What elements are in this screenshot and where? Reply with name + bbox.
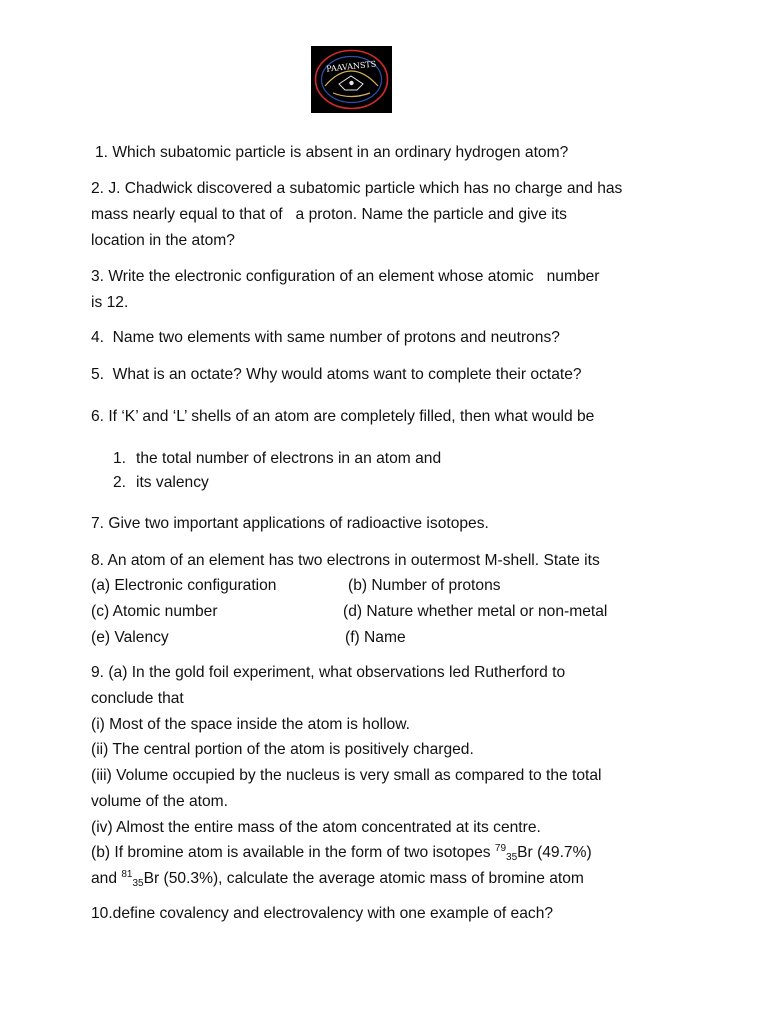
question-6-item-1: the total number of electrons in an atom and [136,450,442,467]
question-6-item-2-number: 2. [113,474,127,491]
question-4: 4. Name two elements with same number of protons and neutrons? [91,329,560,346]
question-9b-line-1 [91,840,592,866]
question-9-line-2: conclude that [91,690,184,707]
question-2-line-2: mass nearly equal to that of a proton. Name the particle and give its [91,206,567,223]
question-3-line-1: 3. Write the electronic configuration of an element whose atomic number [91,268,600,285]
question-6: 6. If ‘K’ and ‘L’ shells of an atom are completely filled, then what would be [91,408,595,425]
question-9-line-6: volume of the atom. [91,793,228,810]
question-8-option-e: (e) Valency [91,629,169,646]
question-8-option-f: (f) Name [345,629,406,646]
question-9-line-3: (i) Most of the space inside the atom is hollow. [91,716,410,733]
bromine-81-mass-number: 81 [121,869,133,880]
question-10: 10.define covalency and electrovalency with one example of each? [91,905,554,922]
question-9b-text: (b) If bromine atom is available in the form of two isotopes [91,844,495,861]
question-8-option-c: (c) Atomic number [91,603,218,620]
question-7: 7. Give two important applications of radioactive isotopes. [91,515,489,532]
svg-text:PAAVANSTS: PAAVANSTS [325,59,377,74]
question-5: 5. What is an octate? Why would atoms want to complete their octate? [91,366,582,383]
bromine-81-atomic-number: 35 [132,878,144,889]
question-9-line-5: (iii) Volume occupied by the nucleus is very small as compared to the total [91,767,602,784]
bromine-79-mass-number: 79 [494,843,507,854]
bromine-81-label: Br (50.3%), calculate the average atomic mass of bromine atom [143,870,584,887]
question-1: 1. Which subatomic particle is absent in an ordinary hydrogen atom? [95,144,569,161]
bromine-79-atomic-number: 35 [506,852,518,863]
question-9-line-1: 9. (a) In the gold foil experiment, what observations led Rutherford to [91,664,566,681]
logo-emblem-icon [311,46,392,113]
question-9-line-4: (ii) The central portion of the atom is positively charged. [91,741,474,758]
question-2-line-1: 2. J. Chadwick discovered a subatomic particle which has no charge and has [91,180,623,197]
question-9-line-7: (iv) Almost the entire mass of the atom concentrated at its centre. [91,819,541,836]
question-6-item-2: its valency [136,474,209,491]
logo [311,46,392,113]
question-9b-and: and [91,870,122,887]
question-8-option-d: (d) Nature whether metal or non-metal [343,603,608,620]
question-3-line-2: is 12. [91,294,129,311]
question-8-option-a: (a) Electronic configuration [91,577,277,594]
question-2-line-3: location in the atom? [91,232,235,249]
question-6-item-1-number: 1. [113,450,127,467]
question-8: 8. An atom of an element has two electrons in outermost M-shell. State its [91,552,600,569]
bromine-79-label: Br (49.7%) [517,844,592,861]
question-9b-line-2 [91,866,584,892]
question-8-option-b: (b) Number of protons [348,577,501,594]
